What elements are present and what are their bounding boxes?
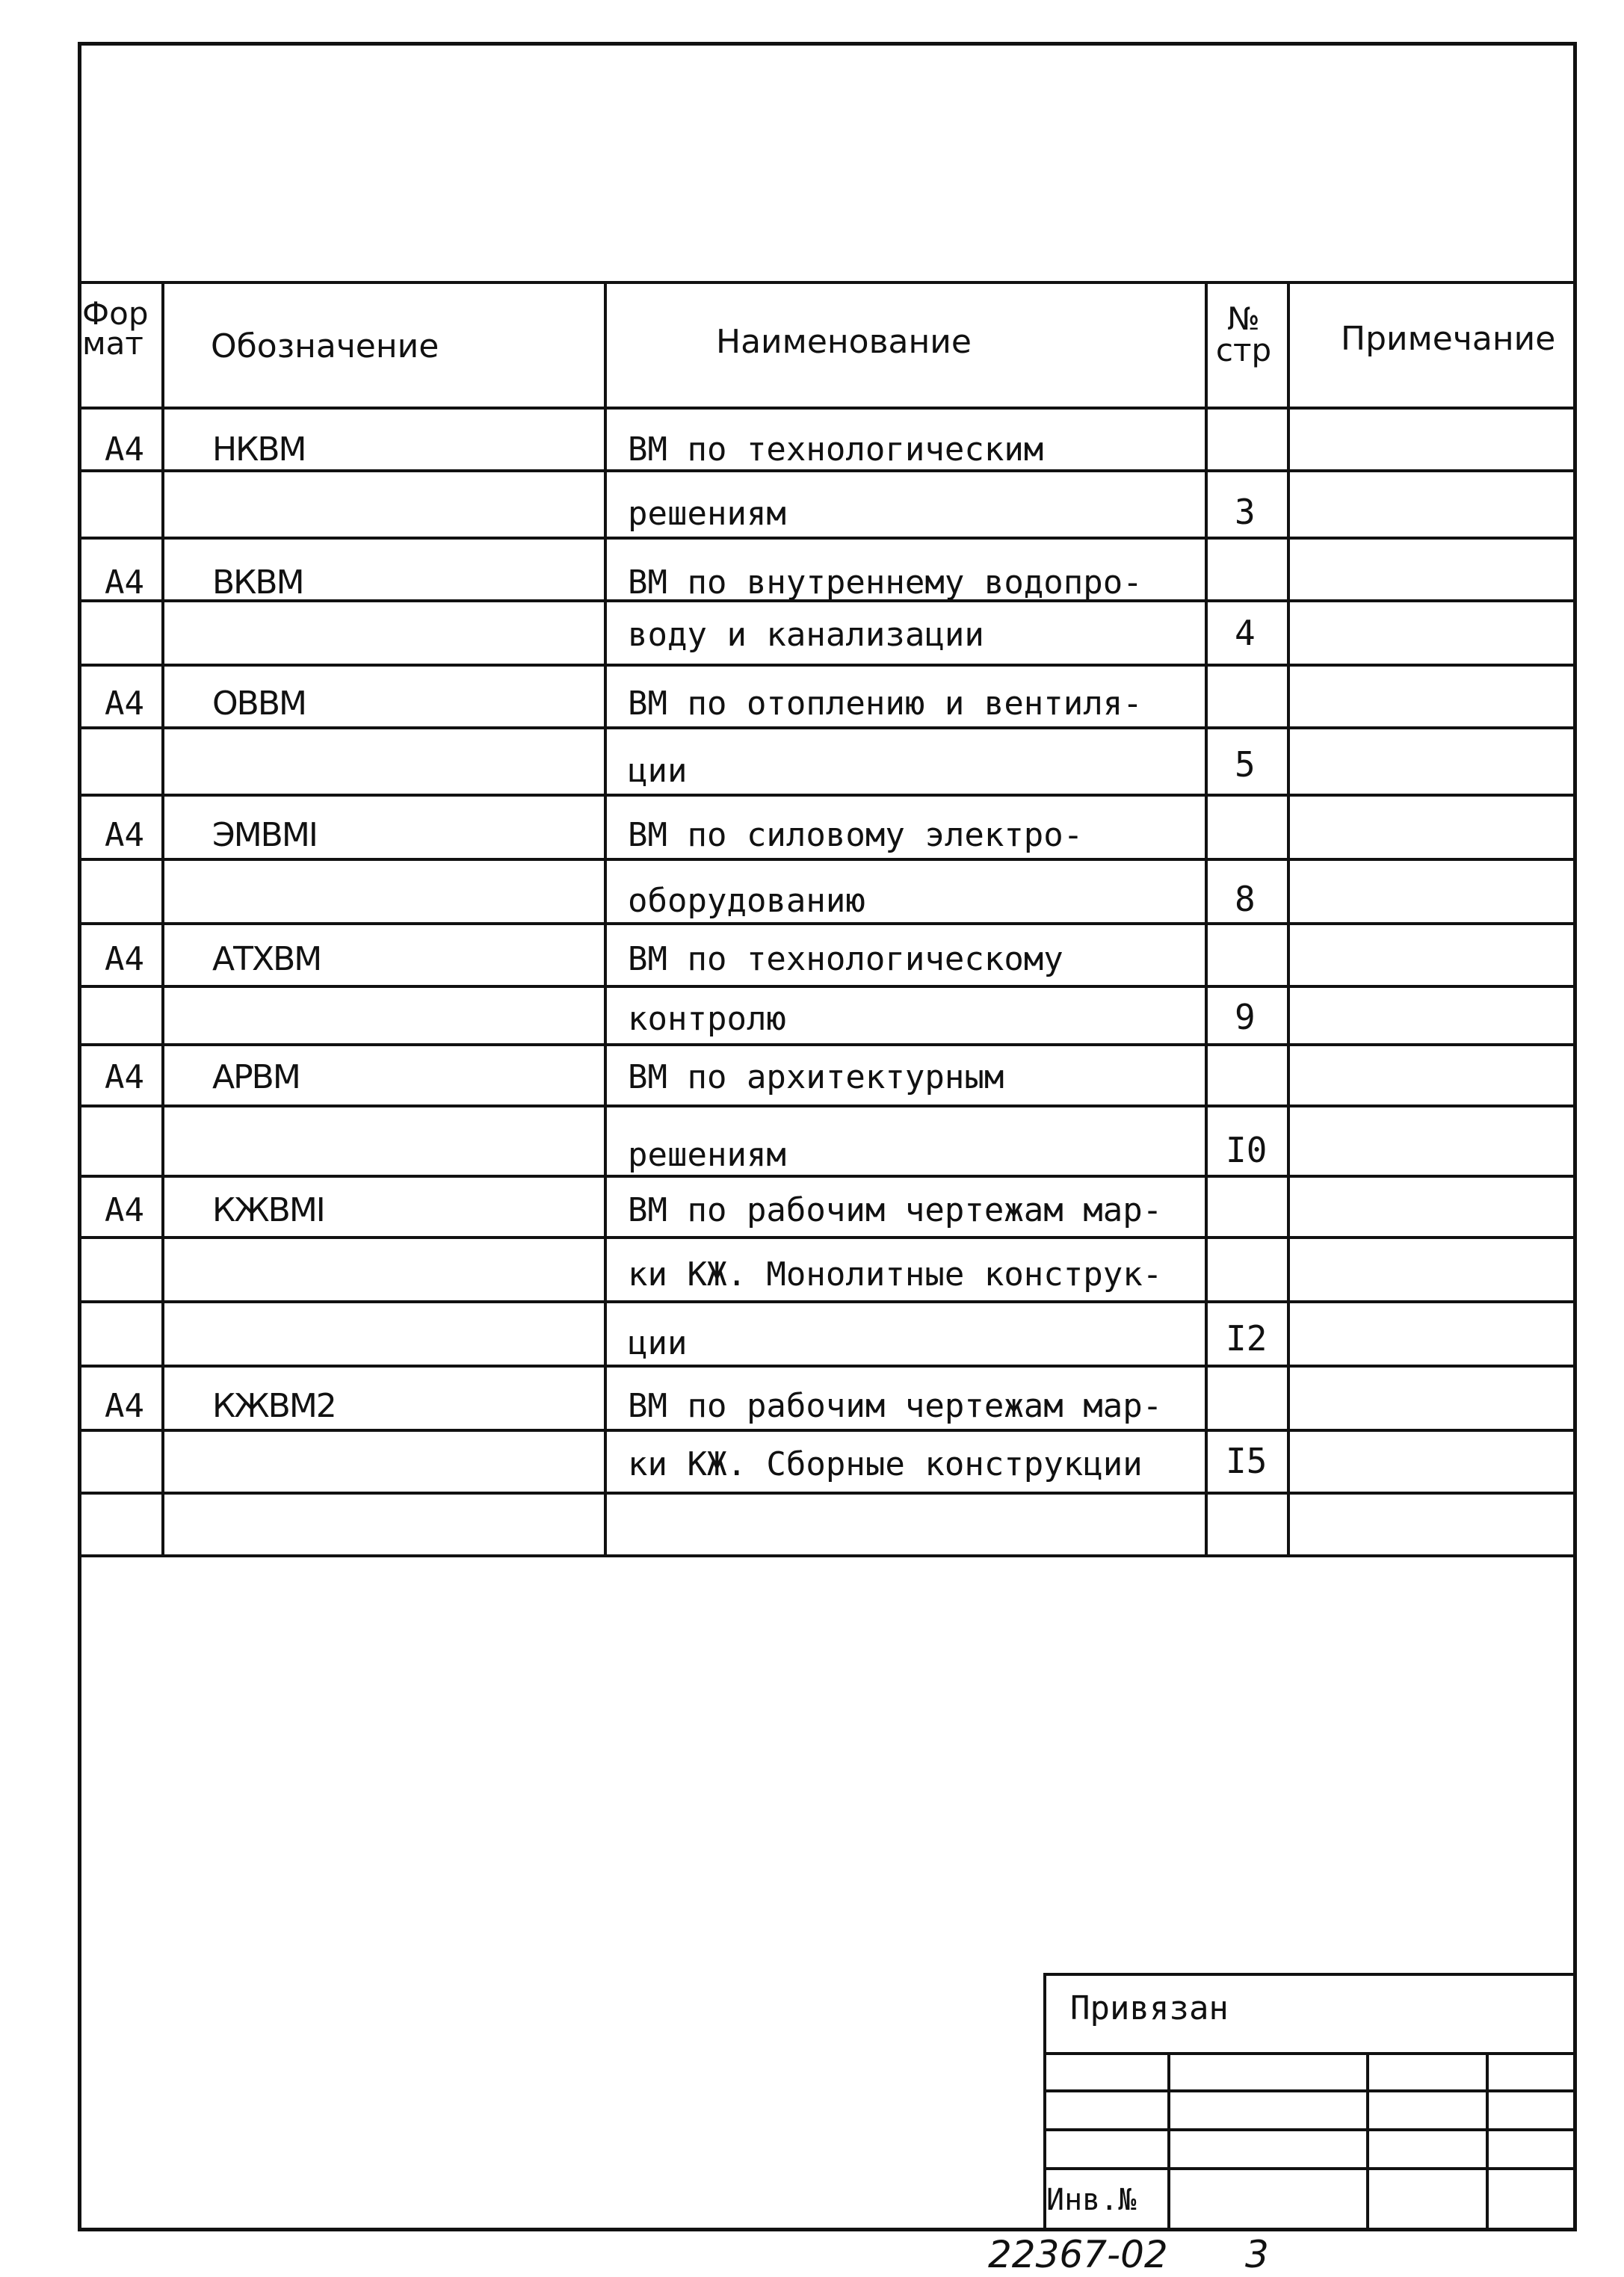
row-designation: НКВМ: [212, 430, 306, 469]
row-line: [78, 858, 1577, 861]
row-name-line: ки КЖ. Монолитные конструк-: [628, 1255, 1163, 1294]
row-page: 5: [1235, 744, 1256, 785]
header-bottom-line: [78, 407, 1577, 410]
stamp-grid-line: [1043, 2089, 1577, 2092]
stamp-grid-col: [1167, 2052, 1170, 2231]
col-divider: [1205, 281, 1208, 1557]
stamp-top-line: [1043, 1973, 1577, 1976]
row-format: А4: [105, 430, 144, 469]
header-note: Примечание: [1341, 320, 1556, 358]
row-name-line: оборудованию: [628, 882, 865, 920]
row-line: [78, 537, 1577, 540]
row-name-line: ки КЖ. Сборные конструкции: [628, 1445, 1143, 1483]
header-designation: Обозначение: [211, 327, 439, 365]
row-name-line: ции: [628, 752, 688, 790]
stamp-grid-line: [1043, 2052, 1577, 2055]
row-name-line: ВМ по силовому электро-: [628, 816, 1084, 854]
row-format: А4: [105, 940, 144, 978]
row-designation: ЭМВМI: [212, 816, 317, 854]
table-top-line: [78, 281, 1577, 284]
row-designation: АРВМ: [212, 1058, 300, 1096]
row-line: [78, 1429, 1577, 1432]
row-page: 3: [1235, 492, 1256, 532]
row-name-line: ВМ по рабочим чертежам мар-: [628, 1387, 1163, 1425]
row-line: [78, 1175, 1577, 1178]
row-designation: ОВВМ: [212, 685, 306, 723]
row-line: [78, 1043, 1577, 1046]
row-page: I0: [1226, 1130, 1268, 1170]
row-line: [78, 726, 1577, 729]
row-format: А4: [105, 685, 144, 723]
header-page: № стр: [1215, 300, 1272, 368]
stamp-grid-col: [1366, 2052, 1369, 2231]
row-name-line: решениям: [628, 495, 786, 533]
row-designation: КЖВМI: [212, 1191, 324, 1229]
row-format: А4: [105, 1387, 144, 1425]
row-designation: АТХВМ: [212, 940, 321, 978]
col-divider: [1287, 281, 1290, 1557]
stamp-grid-col: [1486, 2052, 1489, 2231]
header-name: Наименование: [716, 323, 972, 361]
row-designation: ВКВМ: [212, 563, 303, 602]
row-page: 8: [1235, 879, 1256, 919]
row-name-line: контролю: [628, 1000, 786, 1038]
stamp-inv-label: Инв.№: [1046, 2183, 1137, 2217]
row-name-line: ВМ по технологическому: [628, 940, 1063, 978]
row-name-line: ции: [628, 1324, 688, 1362]
row-page: 4: [1235, 613, 1256, 653]
row-line: [78, 1104, 1577, 1107]
row-name-line: ВМ по внутреннему водопро-: [628, 563, 1143, 602]
row-page: I5: [1226, 1441, 1268, 1481]
row-line: [78, 1300, 1577, 1303]
row-name-line: ВМ по отоплению и вентиля-: [628, 685, 1143, 723]
row-name-line: воду и канализации: [628, 616, 984, 654]
row-name-line: ВМ по технологическим: [628, 430, 1044, 469]
row-line: [78, 469, 1577, 472]
footer-page-number: 3: [1245, 2233, 1269, 2276]
row-designation: КЖВМ2: [212, 1387, 336, 1425]
row-format: А4: [105, 816, 144, 854]
table-bottom-line: [78, 1554, 1577, 1557]
row-line: [78, 985, 1577, 988]
page-frame: [78, 42, 1577, 2231]
row-format: А4: [105, 1058, 144, 1096]
row-line: [78, 1365, 1577, 1368]
footer-doc-number: 22367-02: [988, 2233, 1168, 2276]
row-line: [78, 664, 1577, 667]
row-name-line: решениям: [628, 1136, 786, 1174]
row-page: 9: [1235, 997, 1256, 1037]
col-divider: [604, 281, 607, 1557]
stamp-tied-label: Привязан: [1070, 1989, 1229, 2027]
col-divider: [161, 281, 164, 1557]
row-name-line: ВМ по рабочим чертежам мар-: [628, 1191, 1163, 1229]
header-format: Фор мат: [82, 295, 149, 362]
row-format: А4: [105, 1191, 144, 1229]
row-line: [78, 1236, 1577, 1239]
row-line: [78, 922, 1577, 925]
stamp-grid-line: [1043, 2128, 1577, 2131]
stamp-grid-line: [1043, 2167, 1577, 2170]
row-line: [78, 1492, 1577, 1495]
row-line: [78, 794, 1577, 797]
row-name-line: ВМ по архитектурным: [628, 1058, 1004, 1096]
row-page: I2: [1226, 1318, 1268, 1359]
row-format: А4: [105, 563, 144, 602]
